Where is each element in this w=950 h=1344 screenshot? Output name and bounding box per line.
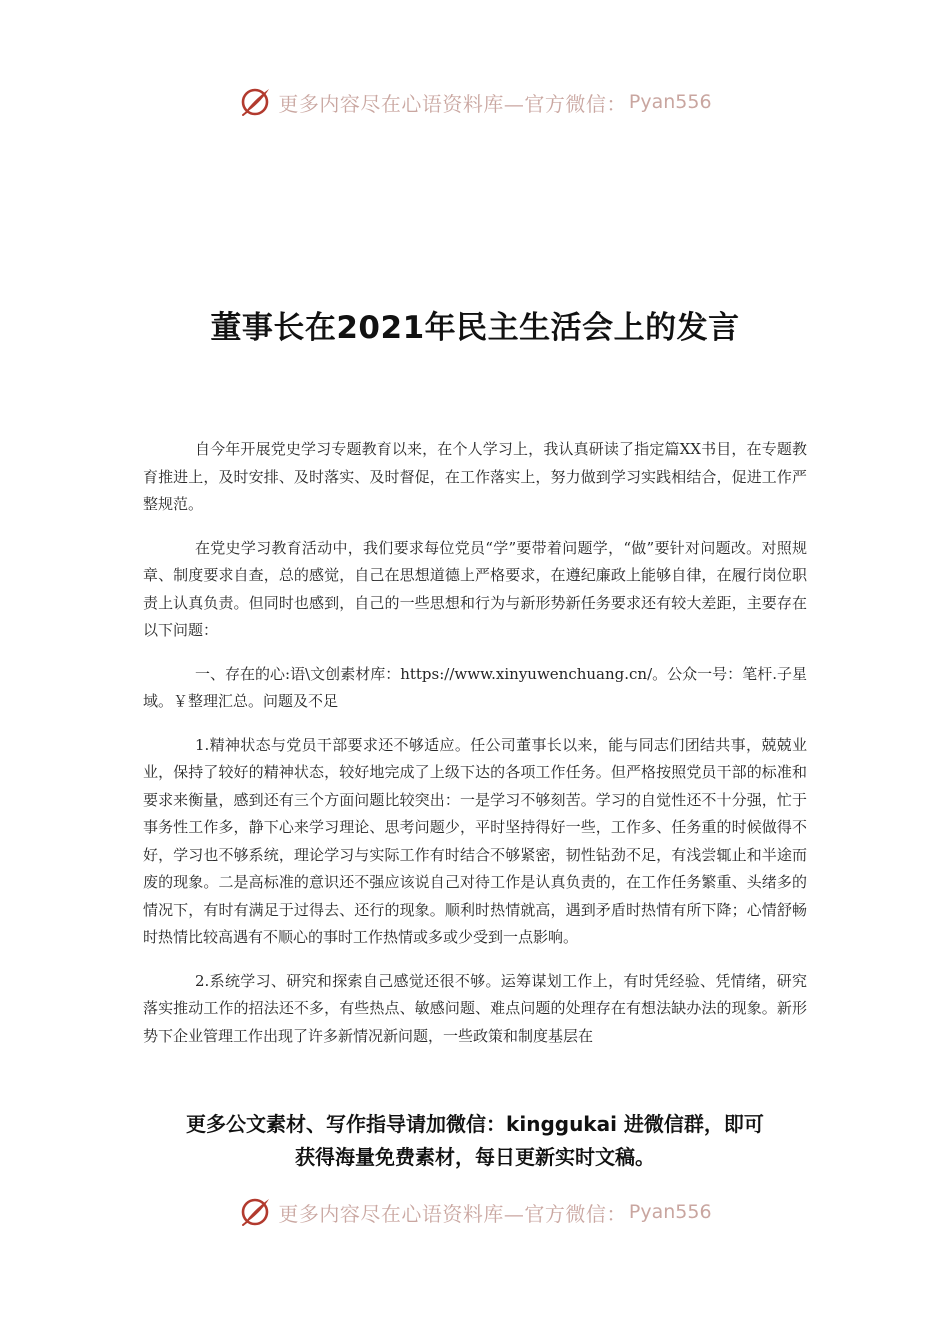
document-title: 董事长在2021年民主生活会上的发言 (210, 310, 740, 346)
body-paragraph-4: 1.精神状态与党员干部要求还不够适应。任公司董事长以来，能与同志们团结共事，兢兢业业，保持了较好的精神状态，较好地完成了上级下达的各项工作任务。但严格按照党员干部的标准和要求来衡量，感到还有三个方面问题比较突出：一是学习不够刻苦。学习的自觉性还不十分强，忙于事务性工作多，静下心来学习理论、思考问题少，平时坚持得好一些，工作多、任务重的时候做得不好，学习也不够系统，理论学习与实际工作有时结合不够紧密，韧性钻劲不足，有浅尝辄止和半途而废的现象。二是高标准的意识还不强应该说自己对待工作是认真负责的，在工作任务繁重、头绪多的情况下，有时有满足于过得去、还行的现象。顺利时热情就高，遇到矛盾时热情有所下降；心情舒畅时热情比较高遇有不顺心的事时工作热情或多或少受到一点影响。 (143, 735, 807, 946)
quill-pen-logo-icon (238, 85, 272, 119)
footer-banner-text: 更多内容尽在心语资料库—官方微信： (278, 1201, 627, 1226)
header-banner-account: Pyan556 (628, 91, 712, 113)
body-paragraph-2: 在党史学习教育活动中，我们要求每位党员“学”要带着问题学，“做”要针对问题改。对照规章、制度要求自查，总的感觉，自己在思想道德上严格要求，在遵纪廉政上能够自律，在履行岗位职责上认真负责。但同时也感到，自己的一些思想和行为与新形势新任务要求还有较大差距，主要存在以下问题： (143, 538, 807, 639)
header-banner (0, 82, 950, 122)
quill-pen-logo-icon (238, 1195, 272, 1229)
body-paragraph-1: 自今年开展党史学习专题教育以来，在个人学习上，我认真研读了指定篇XX书目，在专题教育推进上，及时安排、及时落实、及时督促，在工作落实上，努力做到学习实践相结合，促进工作严整规范。 (143, 440, 807, 513)
promo-notice (0, 1108, 950, 1174)
header-banner-text: 更多内容尽在心语资料库—官方微信： (278, 91, 627, 116)
body-paragraph-3: 一、存在的心:语\文创素材库：https://www.xinyuwenchuang.cn/。公众一号：笔杆.子星域。￥整理汇总。问题及不足 (143, 664, 807, 710)
document-body (143, 436, 807, 1066)
promo-line-1: 更多公文素材、写作指导请加微信：kinggukai 进微信群，即可 (186, 1112, 764, 1136)
footer-banner-account: Pyan556 (628, 1201, 712, 1223)
footer-banner (0, 1192, 950, 1232)
body-paragraph-5: 2.系统学习、研究和探索自己感觉还很不够。运筹谋划工作上，有时凭经验、凭情绪，研究落实推动工作的招法还不多，有些热点、敏感问题、难点问题的处理存在有想法缺办法的现象。新形势下企业管理工作出现了许多新情况新问题，一些政策和制度基层在 (143, 971, 807, 1045)
promo-line-2: 获得海量免费素材，每日更新实时文稿。 (295, 1145, 655, 1169)
